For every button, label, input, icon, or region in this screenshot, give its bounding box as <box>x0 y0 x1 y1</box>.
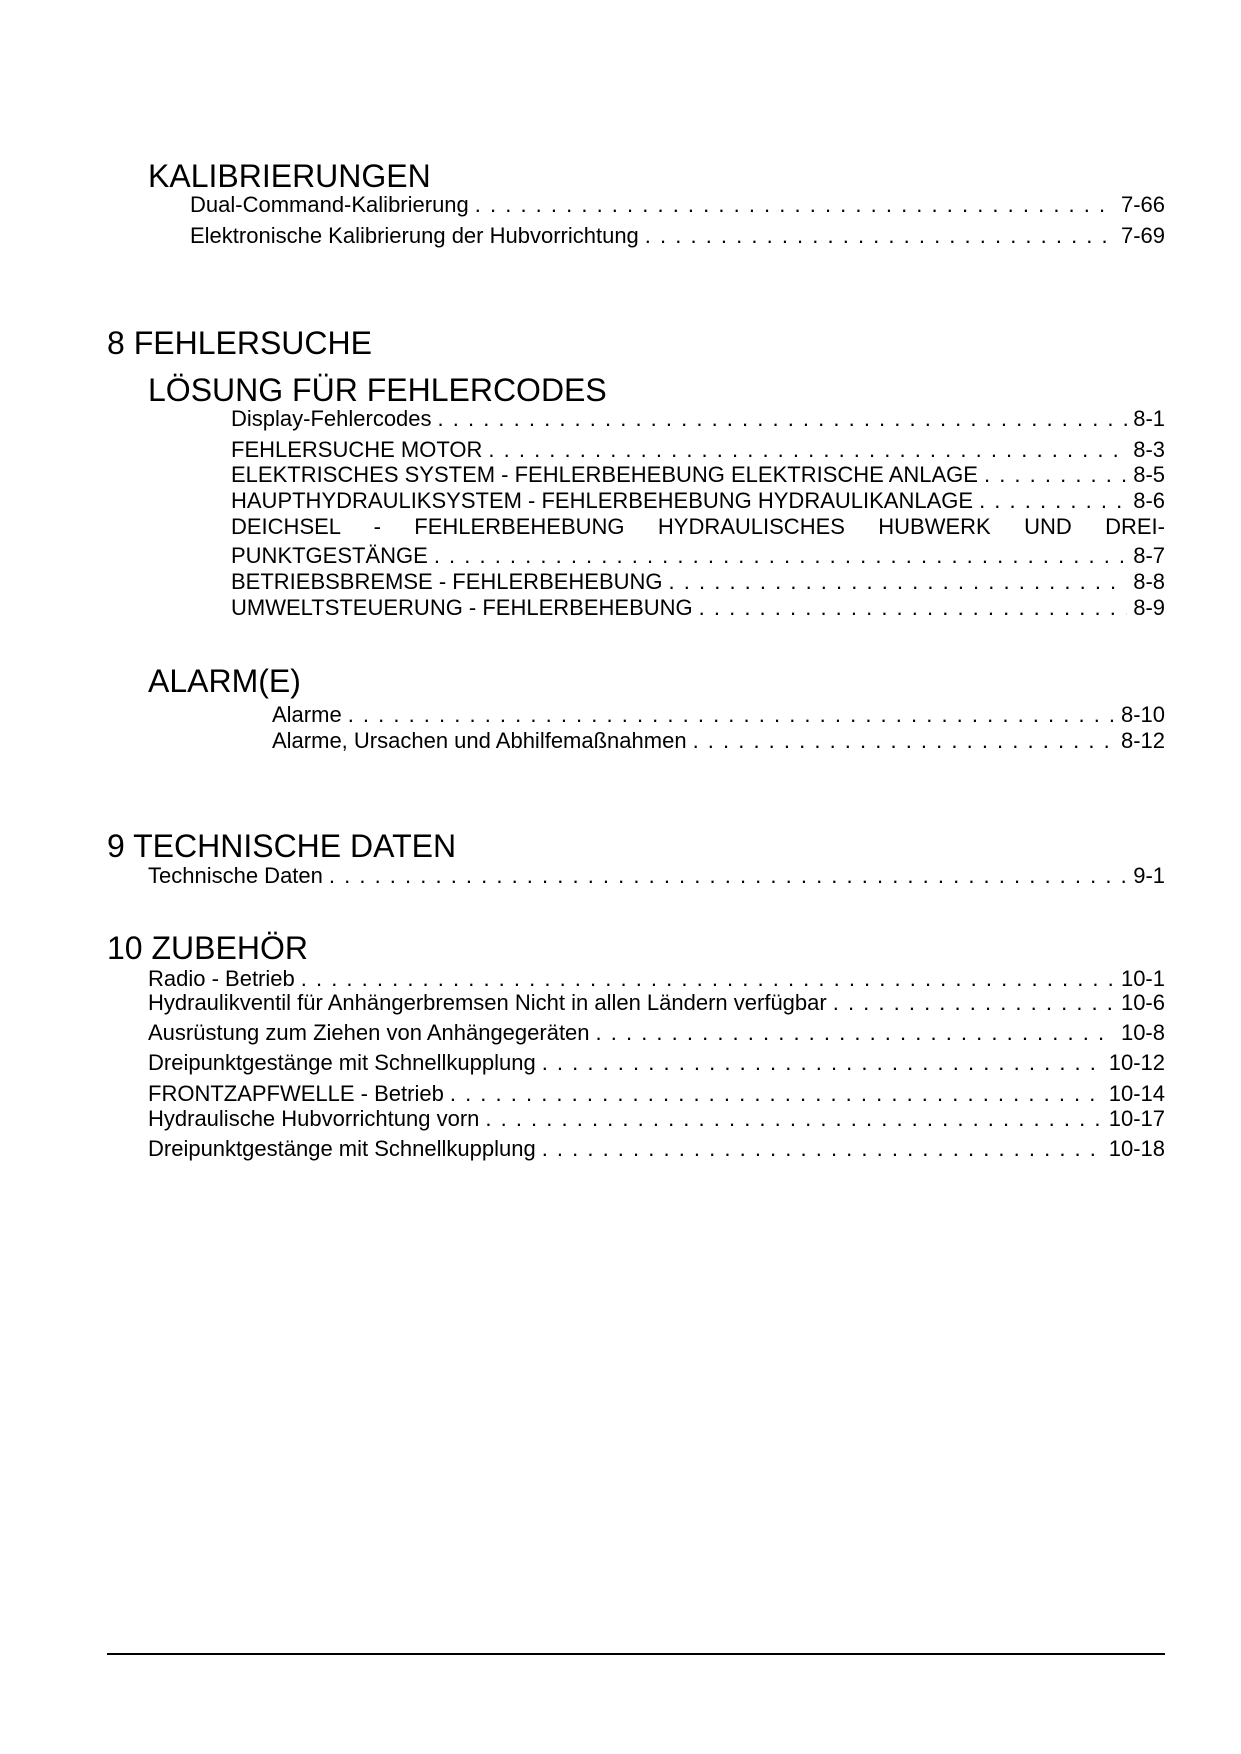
toc-entry[interactable] <box>272 728 1165 754</box>
toc-entry-page: 8-10 <box>1120 702 1165 727</box>
dot-leader <box>438 406 1128 432</box>
toc-entry[interactable] <box>148 1020 1165 1046</box>
toc-entry-title: Hydraulische Hubvorrichtung vorn <box>148 1106 480 1131</box>
dot-leader <box>450 1081 1103 1107</box>
toc-entry[interactable] <box>148 966 1165 992</box>
toc-entry-title: Elektronische Kalibrierung der Hubvorrichtung <box>190 223 639 248</box>
dot-leader <box>596 1020 1115 1046</box>
section-heading-kalibrierungen: KALIBRIERUNGEN <box>148 158 431 194</box>
toc-entry-page: 8-7 <box>1133 543 1165 568</box>
dot-leader <box>693 728 1115 754</box>
toc-entry-title: PUNKTGESTÄNGE <box>231 543 428 568</box>
toc-entry[interactable] <box>148 863 1165 889</box>
dot-leader <box>485 1106 1102 1132</box>
chapter-heading-10: 10 ZUBEHÖR <box>107 930 308 966</box>
toc-entry-title: Alarme, Ursachen und Abhilfemaßnahmen <box>272 728 687 753</box>
toc-entry-title: HAUPTHYDRAULIKSYSTEM - FEHLERBEHEBUNG HYDRAULIKANLAGE <box>231 488 974 513</box>
toc-entry-page: 8-3 <box>1133 437 1165 462</box>
toc-entry-title: FEHLERSUCHE MOTOR <box>231 437 483 462</box>
toc-entry-title: Hydraulikventil für Anhängerbremsen Nicht in allen Ländern verfügbar <box>148 990 827 1015</box>
toc-entry[interactable] <box>148 1081 1165 1107</box>
toc-entry-title: UMWELTSTEUERUNG - FEHLERBEHEBUNG <box>231 595 693 620</box>
toc-entry-page: 8-6 <box>1133 488 1165 513</box>
dot-leader <box>542 1050 1103 1076</box>
dot-leader <box>488 437 1127 463</box>
toc-entry[interactable] <box>148 1136 1165 1162</box>
section-heading-fehlercodes: LÖSUNG FÜR FEHLERCODES <box>148 372 607 408</box>
dot-leader <box>348 702 1115 728</box>
toc-entry-title-line1: DEICHSEL - FEHLERBEHEBUNG HYDRAULISCHES HUBWERK UND DREI- <box>231 514 1165 539</box>
toc-entry[interactable] <box>231 569 1165 595</box>
toc-entry-title: Alarme <box>272 702 342 727</box>
toc-entry[interactable] <box>231 488 1165 514</box>
dot-leader <box>329 863 1127 889</box>
toc-entry[interactable] <box>190 223 1165 249</box>
toc-entry[interactable] <box>231 595 1165 621</box>
toc-entry-title: ELEKTRISCHES SYSTEM - FEHLERBEHEBUNG ELEKTRISCHE ANLAGE <box>231 462 978 487</box>
toc-entry-page: 8-12 <box>1120 728 1165 753</box>
toc-entry-page: 10-1 <box>1120 966 1165 991</box>
toc-entry-page: 10-8 <box>1120 1020 1165 1045</box>
dot-leader <box>984 462 1127 488</box>
toc-entry[interactable] <box>190 192 1165 218</box>
toc-entry[interactable] <box>231 462 1165 488</box>
toc-entry-page: 8-9 <box>1133 595 1165 620</box>
toc-entry-page: 10-18 <box>1108 1136 1165 1161</box>
toc-entry-page: 8-1 <box>1133 406 1165 431</box>
toc-entry-title: Dreipunktgestänge mit Schnellkupplung <box>148 1136 536 1161</box>
toc-entry-page: 7-69 <box>1120 223 1165 248</box>
toc-entry-title: Ausrüstung zum Ziehen von Anhängegeräten <box>148 1020 590 1045</box>
footer-rule <box>107 1653 1165 1655</box>
toc-entry-page: 10-17 <box>1108 1106 1165 1131</box>
toc-entry[interactable] <box>231 406 1165 432</box>
toc-entry[interactable] <box>231 543 1165 569</box>
toc-entry-title: Radio - Betrieb <box>148 966 295 991</box>
toc-entry-title: Dual-Command-Kalibrierung <box>190 192 469 217</box>
toc-entry-title: Technische Daten <box>148 863 323 888</box>
dot-leader <box>699 595 1128 621</box>
dot-leader <box>542 1136 1103 1162</box>
toc-entry-page: 10-14 <box>1108 1081 1165 1106</box>
dot-leader <box>979 488 1127 514</box>
toc-entry-page: 8-5 <box>1133 462 1165 487</box>
toc-entry-title: FRONTZAPFWELLE - Betrieb <box>148 1081 444 1106</box>
dot-leader <box>645 223 1115 249</box>
toc-entry-title: Display-Fehlercodes <box>231 406 432 431</box>
dot-leader <box>833 990 1115 1016</box>
dot-leader <box>475 192 1115 218</box>
dot-leader <box>434 543 1127 569</box>
chapter-heading-8: 8 FEHLERSUCHE <box>107 325 372 361</box>
toc-entry[interactable] <box>148 990 1165 1016</box>
toc-entry[interactable] <box>231 437 1165 463</box>
toc-entry-page: 10-12 <box>1108 1050 1165 1075</box>
toc-entry-page: 9-1 <box>1133 863 1165 888</box>
toc-entry-page: 8-8 <box>1133 569 1165 594</box>
toc-entry-title: BETRIEBSBREMSE - FEHLERBEHEBUNG <box>231 569 663 594</box>
chapter-heading-9: 9 TECHNISCHE DATEN <box>107 828 457 864</box>
dot-leader <box>669 569 1128 595</box>
toc-entry[interactable] <box>148 1106 1165 1132</box>
toc-entry-page: 10-6 <box>1120 990 1165 1015</box>
toc-entry[interactable] <box>148 1050 1165 1076</box>
toc-entry[interactable] <box>272 702 1165 728</box>
section-heading-alarme: ALARM(E) <box>148 663 301 699</box>
toc-entry-title: Dreipunktgestänge mit Schnellkupplung <box>148 1050 536 1075</box>
toc-entry-page: 7-66 <box>1120 192 1165 217</box>
dot-leader <box>301 966 1115 992</box>
